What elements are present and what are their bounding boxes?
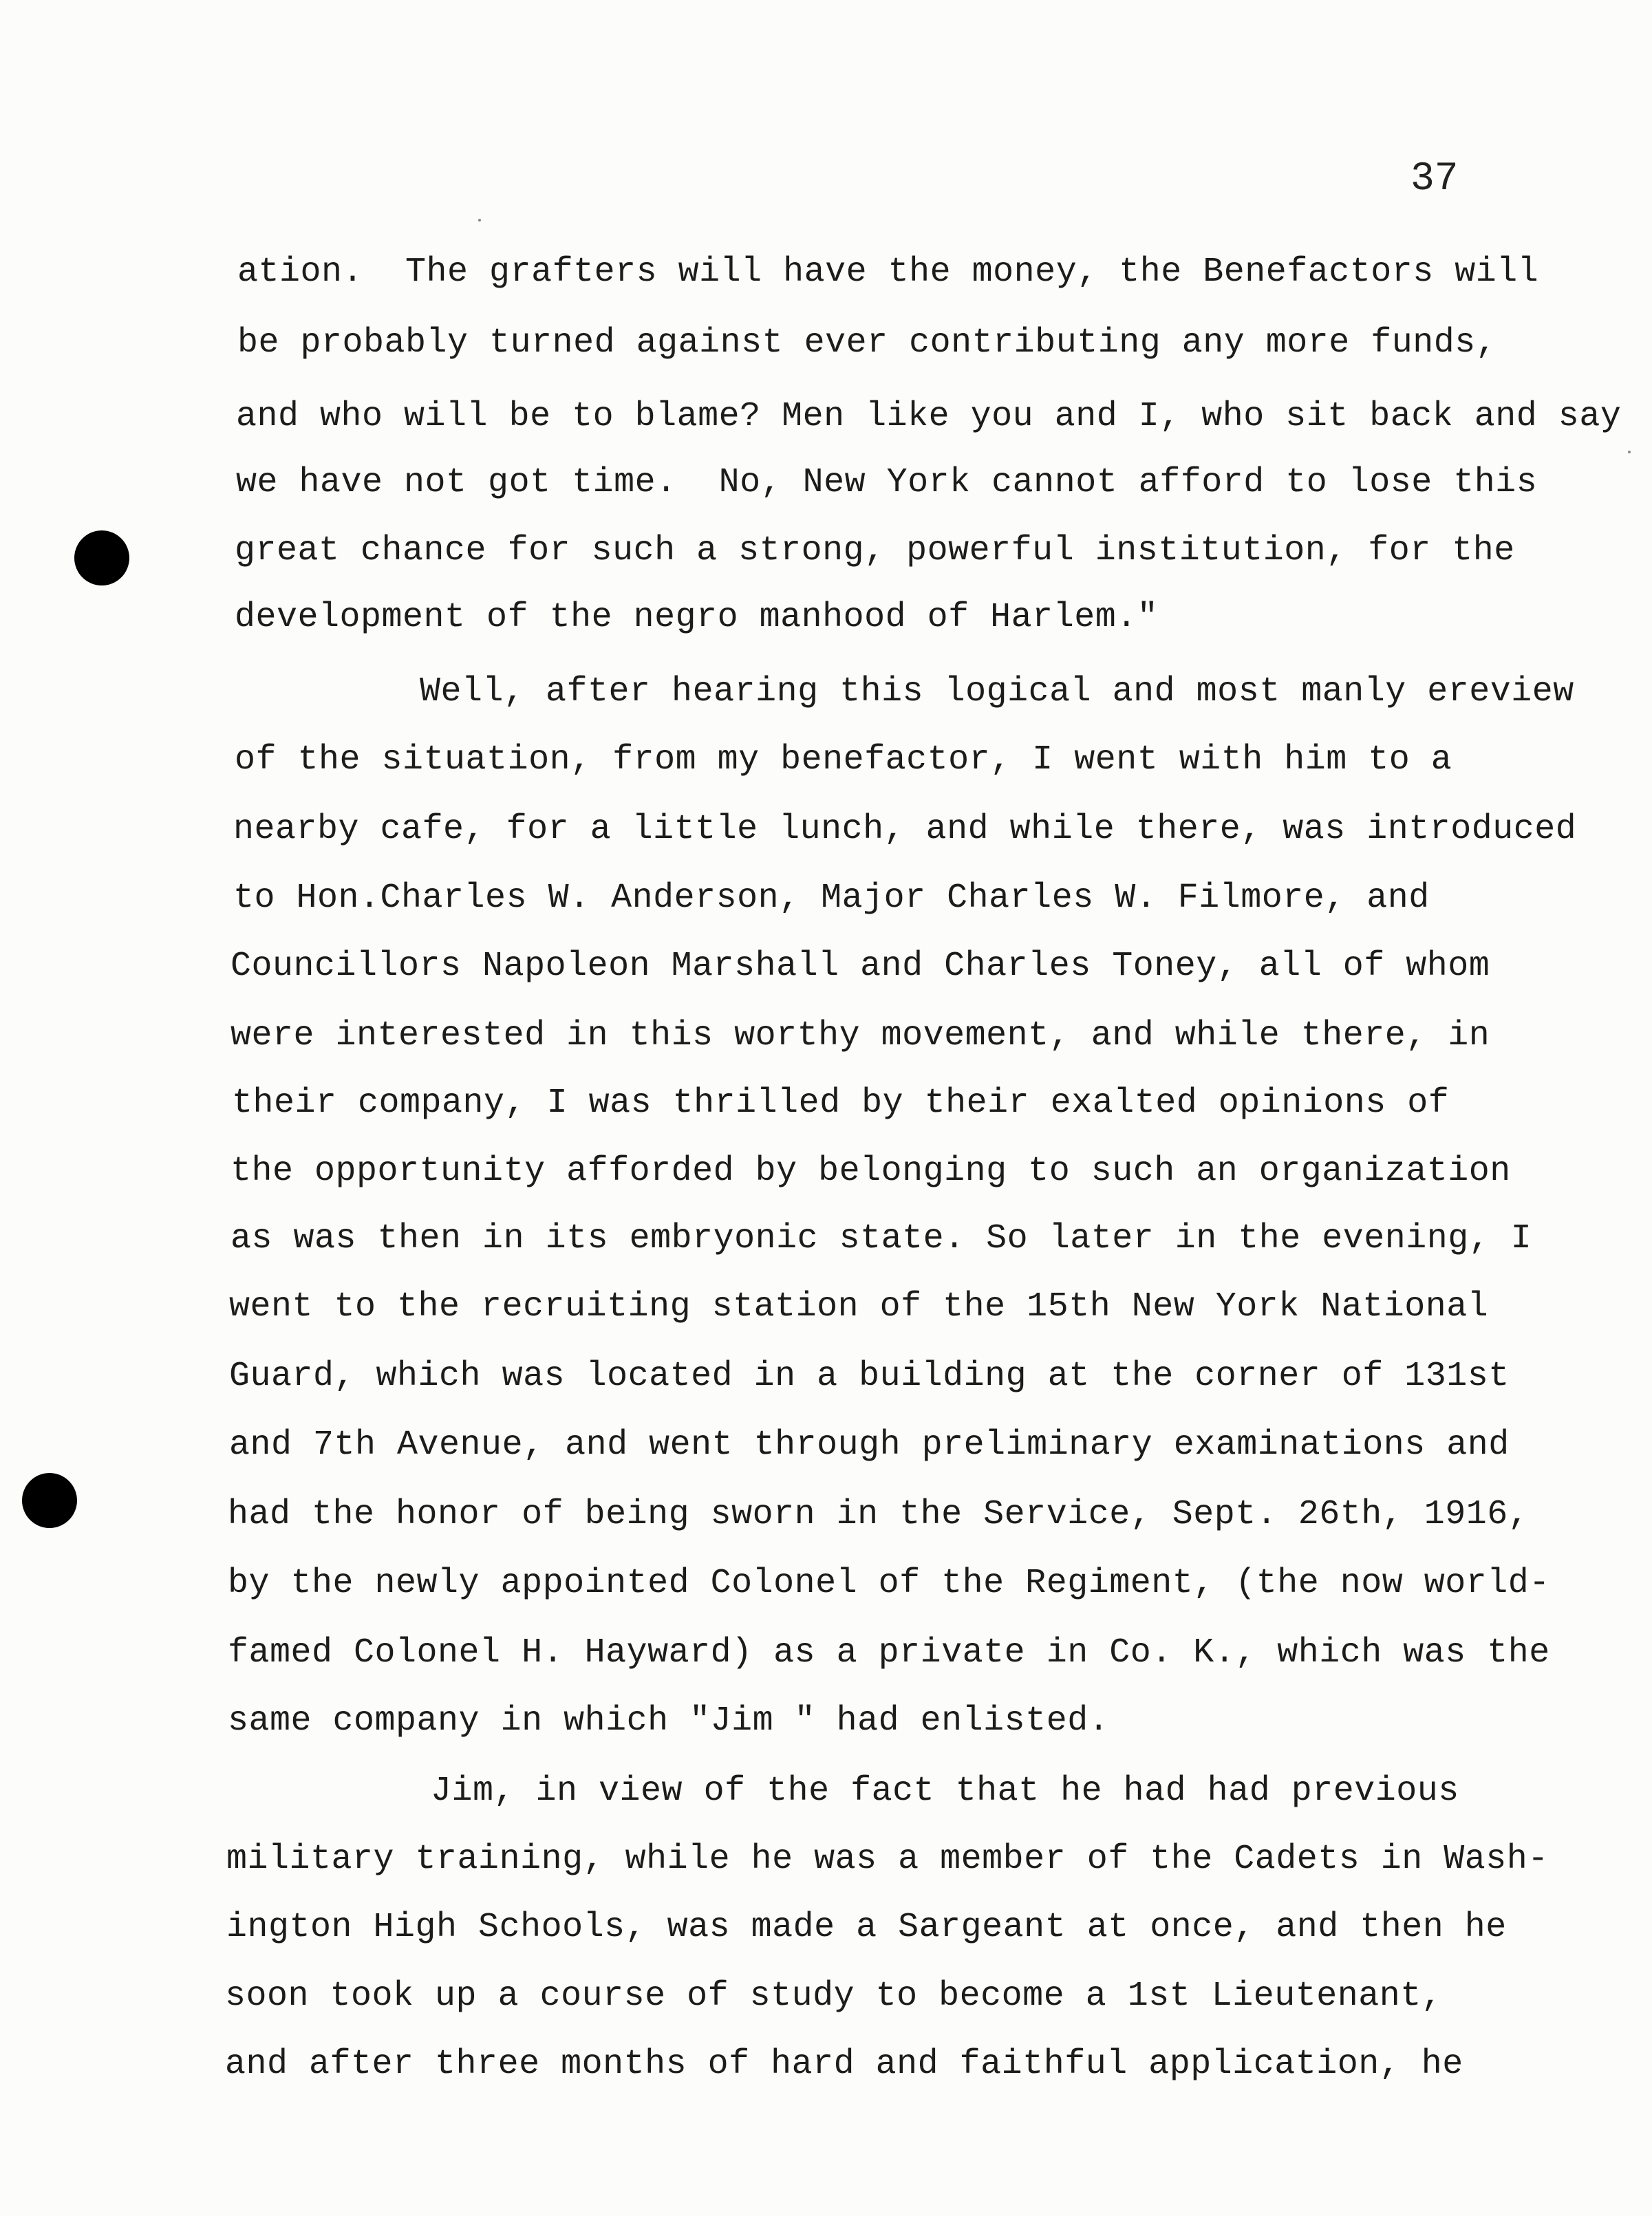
- text-line: same company in which "Jim " had enlisted.: [228, 1701, 1110, 1741]
- text-line: nearby cafe, for a little lunch, and while there, was introduced: [233, 810, 1577, 849]
- text-line: ington High Schools, was made a Sargeant at once, and then he: [226, 1908, 1507, 1947]
- text-line: Guard, which was located in a building at the corner of 131st: [229, 1357, 1510, 1396]
- text-line: the opportunity afforded by belonging to such an organization: [230, 1152, 1511, 1191]
- text-line: Councillors Napoleon Marshall and Charles Toney, all of whom: [230, 947, 1490, 986]
- text-line: be probably turned against ever contributing any more funds,: [237, 323, 1497, 363]
- text-line: went to the recruiting station of the 15th New York National: [229, 1287, 1489, 1326]
- text-line: and after three months of hard and faithful application, he: [225, 2045, 1463, 2084]
- text-line: great chance for such a strong, powerful institution, for the: [235, 531, 1515, 570]
- text-line: we have not got time. No, New York cannot afford to lose this: [236, 463, 1538, 502]
- text-line: were interested in this worthy movement, and while there, in: [230, 1016, 1490, 1055]
- page-number: 37: [1410, 157, 1459, 202]
- text-line: by the newly appointed Colonel of the Regiment, (the now world-: [228, 1564, 1550, 1603]
- text-line: to Hon.Charles W. Anderson, Major Charles W. Filmore, and: [233, 879, 1430, 918]
- text-line: famed Colonel H. Hayward) as a private in Co. K., which was the: [228, 1633, 1550, 1672]
- text-line: had the honor of being sworn in the Service, Sept. 26th, 1916,: [228, 1495, 1530, 1534]
- text-line: ation. The grafters will have the money, the Benefactors will: [237, 252, 1539, 292]
- text-line: and 7th Avenue, and went through preliminary examinations and: [229, 1426, 1510, 1465]
- text-line: of the situation, from my benefactor, I went with him to a: [235, 740, 1452, 779]
- text-line: Well, after hearing this logical and most manly ereview: [420, 672, 1574, 711]
- speck: [1628, 451, 1631, 453]
- text-line: as was then in its embryonic state. So later in the evening, I: [230, 1219, 1532, 1258]
- text-line: their company, I was thrilled by their exalted opinions of: [232, 1084, 1450, 1123]
- text-line: development of the negro manhood of Harlem.": [235, 598, 1159, 637]
- text-line: Jim, in view of the fact that he had had previous: [431, 1772, 1459, 1811]
- speck: [478, 219, 481, 222]
- punch-hole: [22, 1473, 77, 1528]
- punch-hole: [74, 530, 129, 585]
- text-line: military training, while he was a member of the Cadets in Wash-: [226, 1840, 1549, 1879]
- text-line: and who will be to blame? Men like you and I, who sit back and say: [236, 397, 1622, 436]
- text-line: soon took up a course of study to become a 1st Lieutenant,: [225, 1977, 1443, 2016]
